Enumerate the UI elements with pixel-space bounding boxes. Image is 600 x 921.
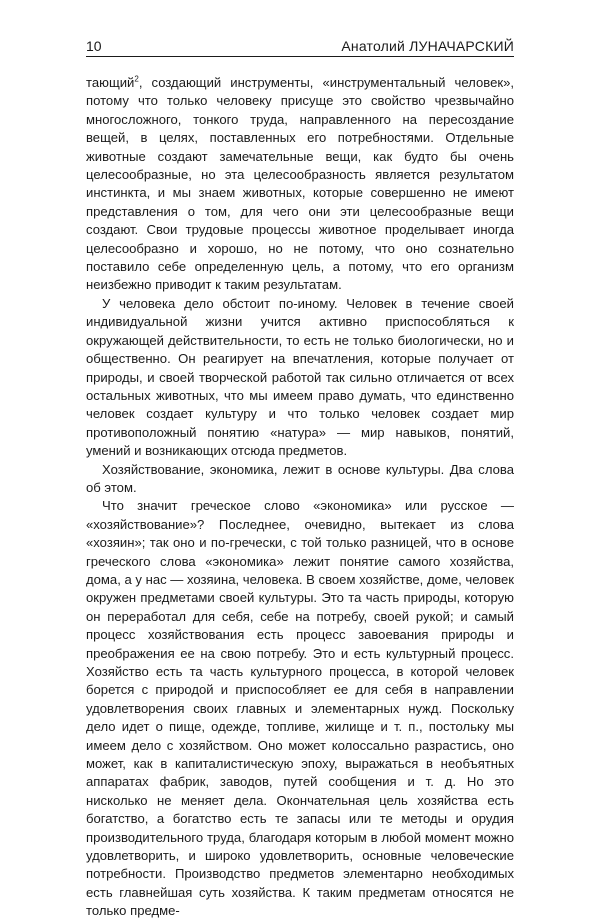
paragraph-2: У человека дело обстоит по-иному. Человек в течение своей индивидуальной жизни учится активно приспособляться к окружающей действительности, то есть не только биологически, но и общественно. Он реагирует на впечатления, которые получает от природы, и своей творческой работой так сильно отличается от всех остальных животных, что мы имеем право думать, что единственно человек создает культуру и что только человек создает мир противоположный понятию «натура» — мир навыков, понятий, умений и возникающих отсюда предметов. bbox=[86, 295, 514, 459]
body-text bbox=[86, 74, 514, 921]
paragraph-1-rest: , создающий инструменты, «инструментальный человек», потому что только человеку присуще это свойство чрезвычайно многосложного, тонкого труда, направленного на пересоздание вещей, в целях, поставленных его потребностями. Отдельные животные создают замечательные вещи, как будто бы очень целесообразные, но эта целесообразность является результатом инстинкта, и мы знаем животных, которые совершенно не имеют представления о том, для чего они эти целесообразные вещи создают. Свои трудовые процессы животное проделывает иногда целесообразно и хорошо, но не потому, что оно сознательно поставило себе определенную цель, а потому, что его организм неизбежно приводит к таким результатам. bbox=[86, 75, 514, 293]
page-number: 10 bbox=[86, 38, 102, 54]
paragraph-1 bbox=[86, 74, 514, 295]
author-running-head: Анатолий ЛУНАЧАРСКИЙ bbox=[341, 38, 514, 54]
running-header bbox=[86, 36, 514, 57]
footnote-marker: 2 bbox=[134, 74, 139, 84]
paragraph-3: Хозяйствование, экономика, лежит в основе культуры. Два слова об этом. bbox=[86, 461, 514, 495]
paragraph-4: Что значит греческое слово «экономика» или русское — «хозяйствование»? Последнее, очевидно, вытекает из слова «хозяин»; так оно и по-гречески, с той только разницей, что в основе греческого слова «экономика» лежит понятие самого хозяйства, дома, а у нас — хозяина, человека. В своем хозяйстве, доме, человек окружен предметами своей культуры. Это та часть природы, которую он переработал для себя, себе на потребу, своей рукой; и самый процесс хозяйствования есть процесс завоевания природы и преображения ее на свою потребу. Это и есть культурный процесс. Хозяйство есть та часть культурного процесса, в которой человек борется с природой и приспособляет ее для себя в направлении удовлетворения своих главных и элементарных нужд. Поскольку дело идет о пище, одежде, топливе, жилище и т. п., постольку мы имеем дело с хозяйством. Оно может колоссально разрастись, оно может, как в капиталистическую эпоху, выражаться в необъятных аппаратах фабрик, заводов, путей сообщения и т. д. Но это нисколько не меняет дела. Окончательная цель хозяйства есть богатство, а богатство есть те запасы или те методы и орудия производительного труда, благодаря которым в любой момент можно удовлетворить, и широко удовлетворить, основные человеческие потребности. Производство предметов элементарно необходимых есть главнейшая суть хозяйства. К таким предметам относятся не только предме- bbox=[86, 498, 514, 919]
paragraph-1-start: тающий bbox=[86, 75, 135, 90]
